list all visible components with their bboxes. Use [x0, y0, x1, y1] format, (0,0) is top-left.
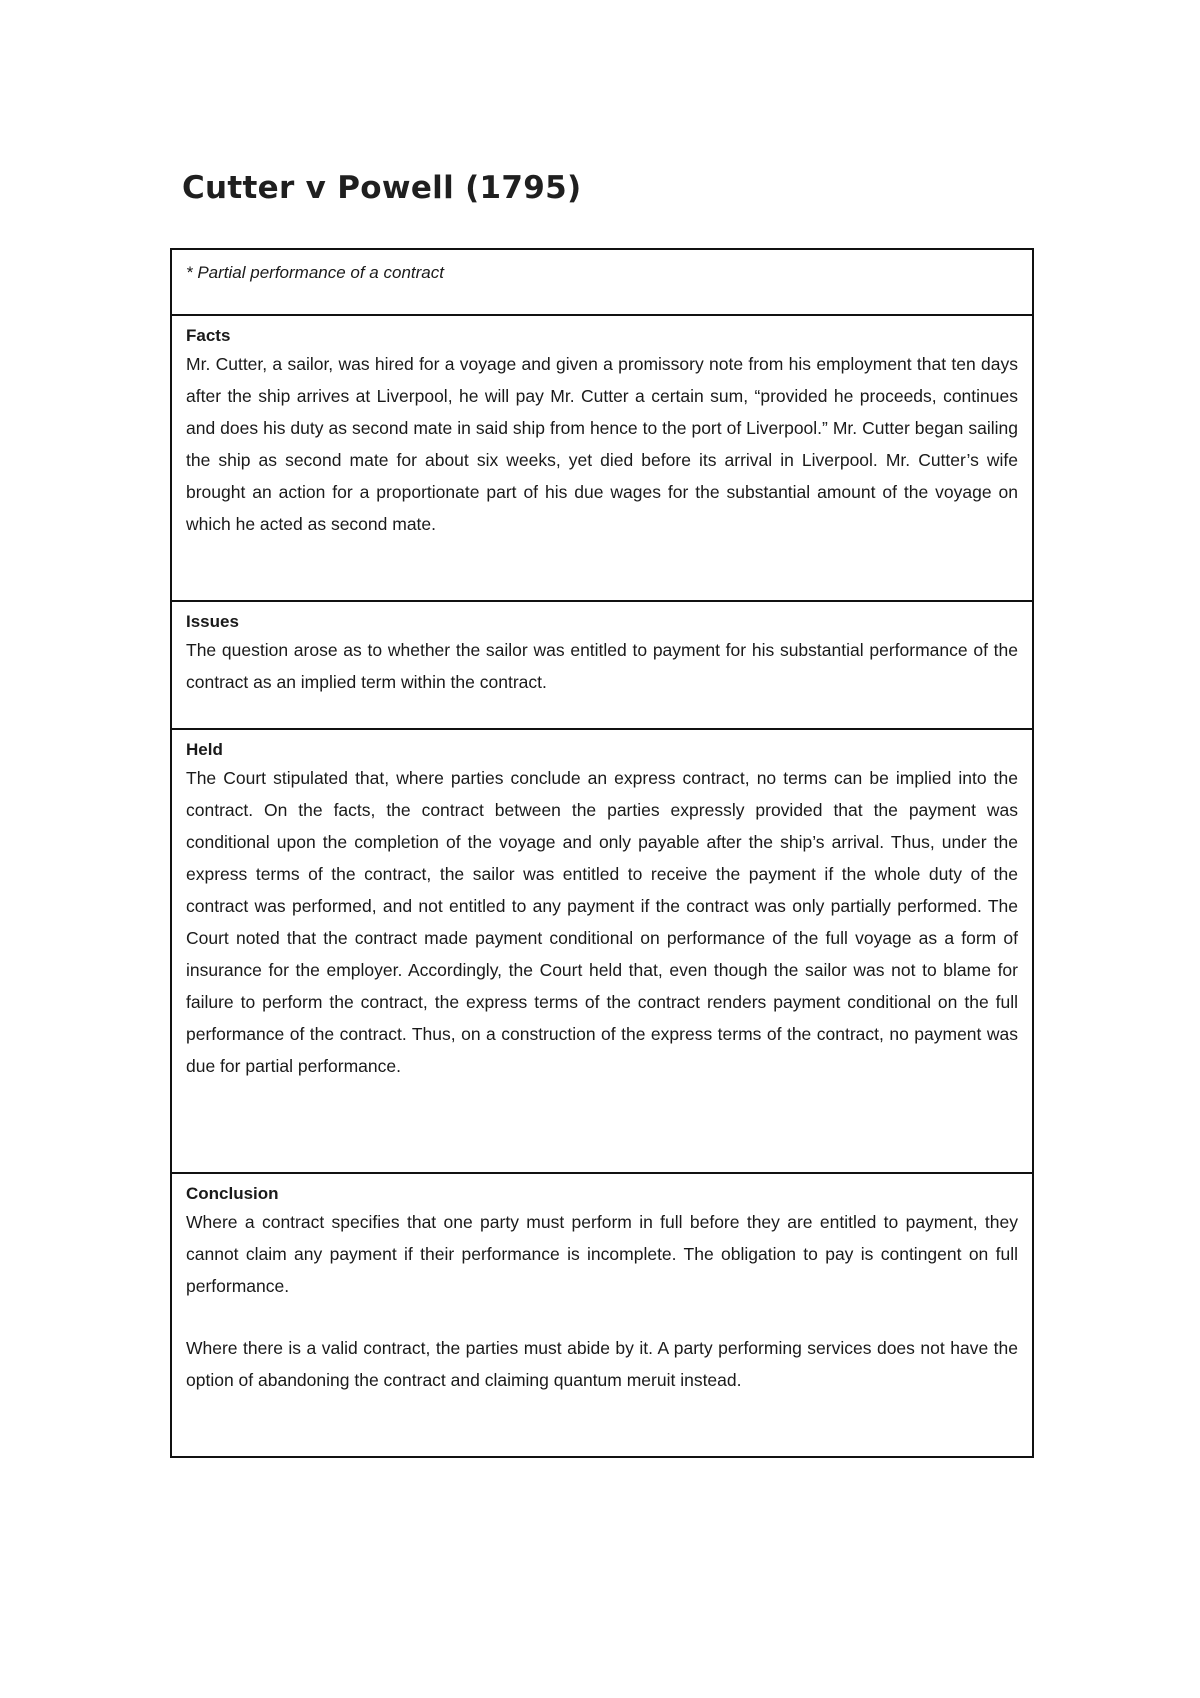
- page-title: Cutter v Powell (1795): [182, 170, 582, 206]
- conclusion-section: [172, 1172, 1032, 1456]
- issues-section: [172, 600, 1032, 728]
- case-subtitle: * Partial performance of a contract: [186, 263, 444, 282]
- issues-heading: Issues: [186, 612, 239, 631]
- conclusion-paragraph: Where a contract specifies that one party must perform in full before they are entitled to payment, they cannot claim any payment if their performance is incomplete. The obligation to pay is contingent on full performance.: [186, 1212, 1018, 1296]
- held-paragraph: The Court stipulated that, where parties conclude an express contract, no terms can be implied into the contract. On the facts, the contract between the parties expressly provided that the payment was conditional upon the completion of the voyage and only payable after the ship’s arrival. Thus, under the express terms of the contract, the sailor was entitled to receive the payment if the whole duty of the contract was performed, and not entitled to any payment if the contract was only partially performed. The Court noted that the contract made payment conditional on performance of the full voyage as a form of insurance for the employer. Accordingly, the Court held that, even though the sailor was not to blame for failure to perform the contract, the express terms of the contract renders payment conditional on the full performance of the contract. Thus, on a construction of the express terms of the contract, no payment was due for partial performance.: [186, 768, 1018, 1076]
- held-heading: Held: [186, 740, 223, 759]
- subtitle-cell: [172, 250, 1032, 314]
- facts-paragraph: Mr. Cutter, a sailor, was hired for a voyage and given a promissory note from his employment that ten days after the ship arrives at Liverpool, he will pay Mr. Cutter a certain sum, “provided he proceeds, continues and does his duty as second mate in said ship from hence to the port of Liverpool.” Mr. Cutter began sailing the ship as second mate for about six weeks, yet died before its arrival in Liverpool. Mr. Cutter’s wife brought an action for a proportionate part of his due wages for the substantial amount of the voyage on which he acted as second mate.: [186, 354, 1018, 534]
- conclusion-heading: Conclusion: [186, 1184, 279, 1203]
- case-summary-table: [170, 248, 1034, 1458]
- held-section: [172, 728, 1032, 1172]
- facts-section: [172, 314, 1032, 600]
- conclusion-paragraph: Where there is a valid contract, the parties must abide by it. A party performing services does not have the option of abandoning the contract and claiming quantum meruit instead.: [186, 1338, 1018, 1390]
- issues-paragraph: The question arose as to whether the sailor was entitled to payment for his substantial performance of the contract as an implied term within the contract.: [186, 640, 1018, 692]
- facts-heading: Facts: [186, 326, 231, 345]
